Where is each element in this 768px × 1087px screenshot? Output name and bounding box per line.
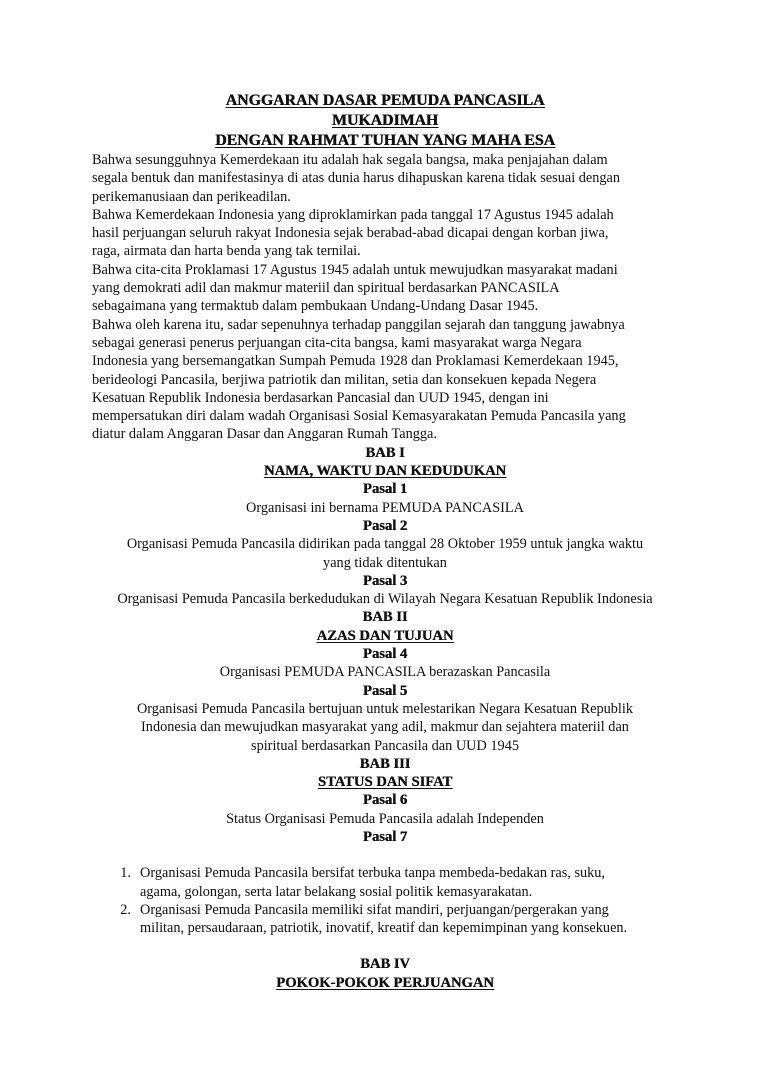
bab-2-title: AZAS DAN TUJUAN bbox=[316, 627, 454, 644]
bab-2-label: BAB II bbox=[362, 609, 408, 626]
list-item-line: militan, persaudaraan, patriotik, inovatif, kreatif dan kepemimpinan yang konsekuen. bbox=[140, 920, 628, 937]
pasal-7-label: Pasal 7 bbox=[362, 828, 408, 845]
preamble bbox=[92, 151, 678, 444]
bab-4-section bbox=[92, 937, 678, 992]
bab-4-label: BAB IV bbox=[360, 956, 410, 973]
preamble-line: Indonesia yang bersemangatkan Sumpah Pemuda 1928 dan Proklamasi Kemerdekaan 1945, bbox=[92, 353, 619, 370]
bab-3-section bbox=[92, 755, 678, 938]
pasal-5-text-line: Indonesia dan mewujudkan masyarakat yang adil, makmur dan sejahtera materiil dan bbox=[141, 719, 629, 736]
preamble-line: Kesatuan Republik Indonesia berdasarkan Pancasial dan UUD 1945, dengan ini bbox=[92, 389, 549, 406]
bab-2-section bbox=[92, 608, 678, 754]
preamble-line: hasil perjuangan seluruh rakyat Indonesia sejak berabad-abad dicapai dengan korban jiwa, bbox=[92, 225, 609, 242]
bab-1-title: NAMA, WAKTU DAN KEDUDUKAN bbox=[263, 463, 507, 480]
pasal-2-text-line: yang tidak ditentukan bbox=[323, 554, 447, 571]
pasal-2-text-line: Organisasi Pemuda Pancasila didirikan pada tanggal 28 Oktober 1959 untuk jangka waktu bbox=[126, 536, 644, 553]
pasal-5-label: Pasal 5 bbox=[362, 682, 408, 699]
list-item-number: 1. bbox=[120, 865, 131, 882]
preamble-line: mempersatukan diri dalam wadah Organisasi Sosial Kemasyarakatan Pemuda Pancasila yang bbox=[92, 408, 626, 425]
bab-3-title: STATUS DAN SIFAT bbox=[317, 774, 453, 791]
list-item-number: 2. bbox=[120, 901, 131, 918]
list-item-line: agama, golongan, serta latar belakang sosial politik kemasyarakatan. bbox=[140, 883, 533, 900]
invocation-heading: DENGAN RAHMAT TUHAN YANG MAHA ESA bbox=[215, 132, 555, 149]
pasal-5-text-line: spiritual berdasarkan Pancasila dan UUD 1945 bbox=[251, 737, 519, 754]
pasal-6-label: Pasal 6 bbox=[362, 792, 408, 809]
preamble-line: perikemanusiaan dan perikeadilan. bbox=[92, 188, 291, 205]
bab-4-title: POKOK-POKOK PERJUANGAN bbox=[276, 974, 494, 991]
preamble-line: segala bentuk dan manifestasinya di atas dunia harus dihapuskan karena tidak sesuai dengan bbox=[92, 170, 621, 187]
preamble-line: diatur dalam Anggaran Dasar dan Anggaran Rumah Tangga. bbox=[92, 426, 437, 443]
preamble-line: raga, airmata dan harta benda yang tak ternilai. bbox=[92, 243, 361, 260]
pasal-3-label: Pasal 3 bbox=[362, 572, 408, 589]
document-page bbox=[92, 91, 678, 992]
spacer bbox=[92, 846, 678, 864]
pasal-2-label: Pasal 2 bbox=[362, 517, 408, 534]
list-item bbox=[92, 864, 678, 901]
list-item bbox=[92, 901, 678, 938]
list-item-line: Organisasi Pemuda Pancasila bersifat terbuka tanpa membeda-bedakan ras, suku, bbox=[140, 865, 606, 882]
preamble-line: sebagaimana yang termaktub dalam pembukaan Undang-Undang Dasar 1945. bbox=[92, 298, 539, 315]
pasal-5-text-line: Organisasi Pemuda Pancasila bertujuan untuk melestarikan Negara Kesatuan Republik bbox=[136, 700, 633, 717]
document-title: ANGGARAN DASAR PEMUDA PANCASILA bbox=[225, 92, 545, 109]
pasal-6-text: Status Organisasi Pemuda Pancasila adalah Independen bbox=[226, 810, 544, 827]
pasal-3-text: Organisasi Pemuda Pancasila berkedudukan di Wilayah Negara Kesatuan Republik Indonesia bbox=[117, 591, 653, 608]
bab-3-label: BAB III bbox=[359, 755, 411, 772]
preamble-line: Bahwa sesungguhnya Kemerdekaan itu adalah hak segala bangsa, maka penjajahan dalam bbox=[92, 152, 608, 168]
bab-1-section bbox=[92, 444, 678, 609]
preamble-line: Bahwa Kemerdekaan Indonesia yang diproklamirkan pada tanggal 17 Agustus 1945 adalah bbox=[92, 206, 614, 223]
pasal-7-list bbox=[92, 864, 678, 937]
pasal-1-text: Organisasi ini bernama PEMUDA PANCASILA bbox=[246, 499, 524, 516]
pasal-1-label: Pasal 1 bbox=[362, 481, 408, 498]
document-header bbox=[92, 91, 678, 151]
bab-1-label: BAB I bbox=[365, 444, 405, 461]
preamble-line: sebagai generasi penerus perjuangan cita-cita bangsa, kami masyarakat warga Negara bbox=[92, 334, 582, 351]
preamble-line: Bahwa cita-cita Proklamasi 17 Agustus 1945 adalah untuk mewujudkan masyarakat madani bbox=[92, 261, 618, 278]
list-item-line: Organisasi Pemuda Pancasila memiliki sifat mandiri, perjuangan/pergerakan yang bbox=[140, 901, 609, 918]
preamble-line: berideologi Pancasila, berjiwa patriotik dan militan, setia dan konsekuen kepada Negera bbox=[92, 371, 597, 388]
spacer bbox=[92, 937, 678, 955]
mukadimah-heading: MUKADIMAH bbox=[331, 112, 439, 129]
preamble-line: yang demokrati adil dan makmur materiil dan spiritual berdasarkan PANCASILA bbox=[92, 280, 560, 297]
preamble-line: Bahwa oleh karena itu, sadar sepenuhnya terhadap panggilan sejarah dan tanggung jawabnya bbox=[92, 316, 625, 333]
pasal-4-label: Pasal 4 bbox=[362, 646, 408, 663]
pasal-4-text: Organisasi PEMUDA PANCASILA berazaskan Pancasila bbox=[219, 664, 551, 681]
